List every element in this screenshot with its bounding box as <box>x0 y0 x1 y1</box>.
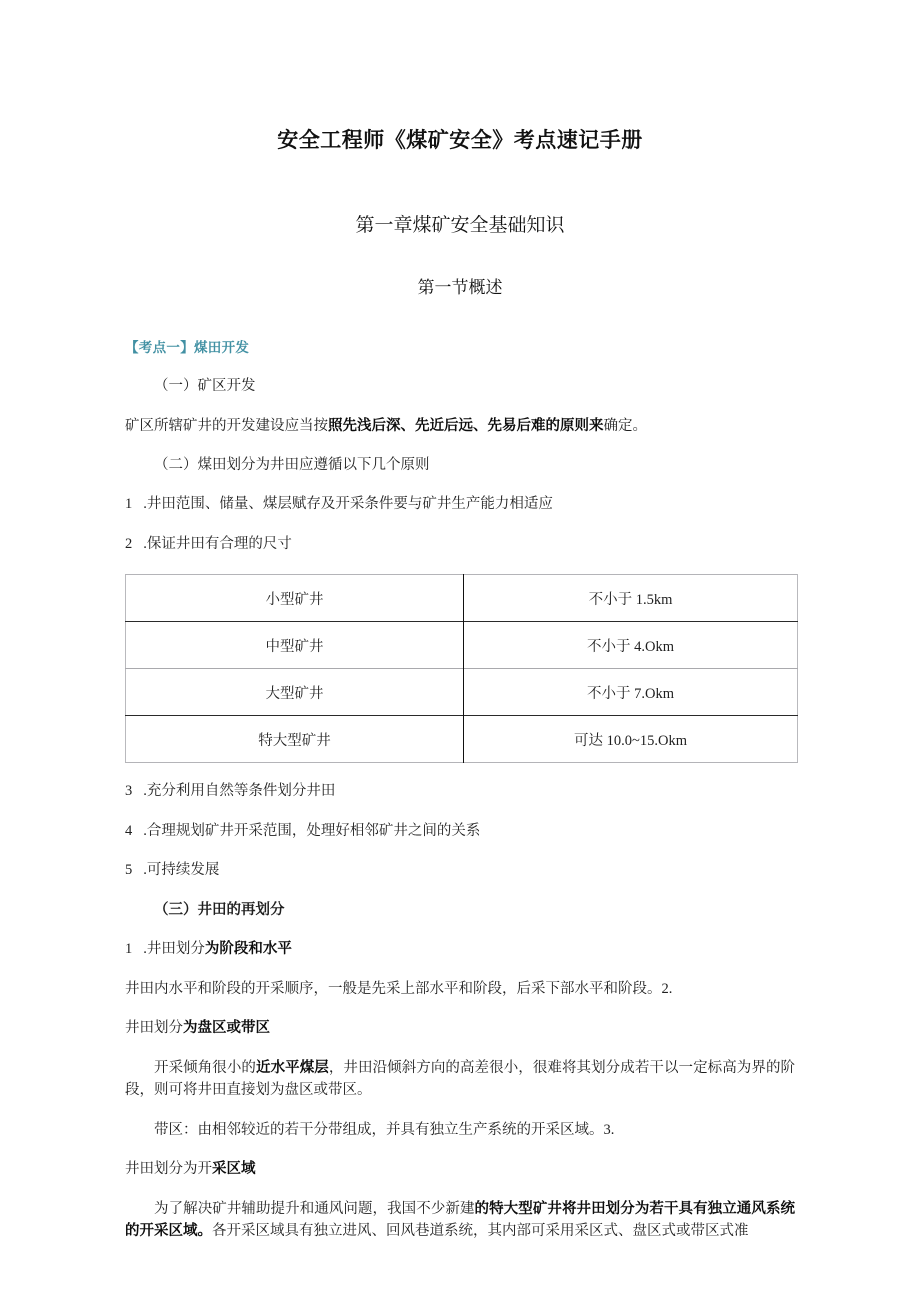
subsection-one-title: （一）矿区开发 <box>154 378 256 395</box>
sub1-text-bold: 照先浅后深、先近后远、先易后难的原则来 <box>328 417 604 434</box>
table-row <box>126 716 798 763</box>
kaodian-heading: 【考点一】煤田开发 <box>125 339 250 355</box>
redivision-item-3 <box>125 1141 795 1180</box>
r2-text-pre: 井田划分 <box>125 1020 183 1037</box>
item-number: 2 <box>125 535 133 552</box>
r2-para-bold: 近水平煤层 <box>256 1059 329 1076</box>
subsection-one-paragraph <box>125 398 795 437</box>
item-number: 1 <box>125 941 133 958</box>
r3-para-bold: 的特大型矿井将井田划分为若干具有独立通风系统的开采区域。 <box>125 1200 796 1239</box>
mine-size-cell: 不小于 1.5km <box>588 591 673 608</box>
subsection-two-title: （二）煤田划分为井田应遵循以下几个原则 <box>154 456 430 473</box>
principle-item-2 <box>125 516 795 555</box>
item-text: .保证井田有合理的尺寸 <box>143 535 292 552</box>
item-text: .井田范围、储量、煤层赋存及开采条件要与矿井生产能力相适应 <box>143 496 553 513</box>
table-row <box>126 575 798 622</box>
redivision-paragraph-3: 带区：由相邻较近的若干分带组成，并具有独立生产系统的开采区域。3. <box>154 1121 615 1138</box>
r3-text-pre: 井田划分为开 <box>125 1161 212 1178</box>
item-number: 4 <box>125 822 133 839</box>
mine-size-cell: 不小于 7.Okm <box>464 669 798 716</box>
r2-para-post: ，井田沿倾斜方向的高差很小，很难将其划分成若干以一定标高为界的阶段，则可将井田直接划为盘区或带区。 <box>125 1059 796 1099</box>
redivision-item-2 <box>125 1000 795 1039</box>
r1-text-pre: .井田划分 <box>143 941 205 958</box>
r1-text-bold: 为阶段和水平 <box>204 941 292 958</box>
r3-text-bold: 采区域 <box>212 1161 256 1178</box>
chapter-heading: 第一章煤矿安全基础知识 <box>355 215 565 237</box>
sub1-text-post: 确定。 <box>603 417 647 434</box>
subsection-three-title: （三）井田的再划分 <box>154 901 285 918</box>
principle-item-1 <box>125 476 795 515</box>
item-number: 5 <box>125 862 133 879</box>
mine-type-cell: 小型矿井 <box>126 575 464 622</box>
section-heading: 第一节概述 <box>417 277 503 297</box>
mine-size-cell: 不小于 4.Okm <box>464 622 798 669</box>
sub1-text-pre: 矿区所辖矿井的开发建设应当按 <box>125 417 328 434</box>
r3-para-pre: 为了解决矿井辅助提升和通风问题，我国不少新建 <box>154 1200 475 1217</box>
r3-para-post: 各开采区域具有独立进风、回风巷道系统，其内部可采用采区式、盘区式或带区式准 <box>212 1223 749 1239</box>
item-text: .充分利用自然等条件划分井田 <box>143 783 336 800</box>
mine-type-cell: 大型矿井 <box>126 669 464 716</box>
mine-size-cell: 可达 10.0~15.Okm <box>464 716 798 763</box>
page-title: 安全工程师《煤矿安全》考点速记手册 <box>277 128 643 152</box>
item-text: .可持续发展 <box>143 862 220 879</box>
mine-type-cell: 中型矿井 <box>126 622 464 669</box>
item-number: 3 <box>125 783 133 800</box>
redivision-paragraph-2 <box>125 1040 795 1102</box>
table-row <box>126 622 798 669</box>
table-row <box>126 669 798 716</box>
redivision-paragraph-4 <box>125 1181 795 1243</box>
mine-size-table <box>125 574 798 763</box>
r2-para-pre: 开采倾角很小的 <box>154 1059 256 1076</box>
mine-type-cell: 特大型矿井 <box>126 716 464 763</box>
principle-item-5 <box>125 842 795 881</box>
redivision-paragraph-1: 井田内水平和阶段的开采顺序，一般是先采上部水平和阶段，后采下部水平和阶段。2. <box>125 980 673 997</box>
table-body <box>126 575 798 763</box>
item-number: 1 <box>125 496 133 513</box>
redivision-item-1 <box>125 921 795 960</box>
principle-item-4 <box>125 803 795 842</box>
r2-text-bold: 为盘区或带区 <box>183 1020 270 1037</box>
item-text: .合理规划矿井开采范围，处理好相邻矿井之间的关系 <box>143 822 481 839</box>
principle-item-3 <box>125 763 795 802</box>
